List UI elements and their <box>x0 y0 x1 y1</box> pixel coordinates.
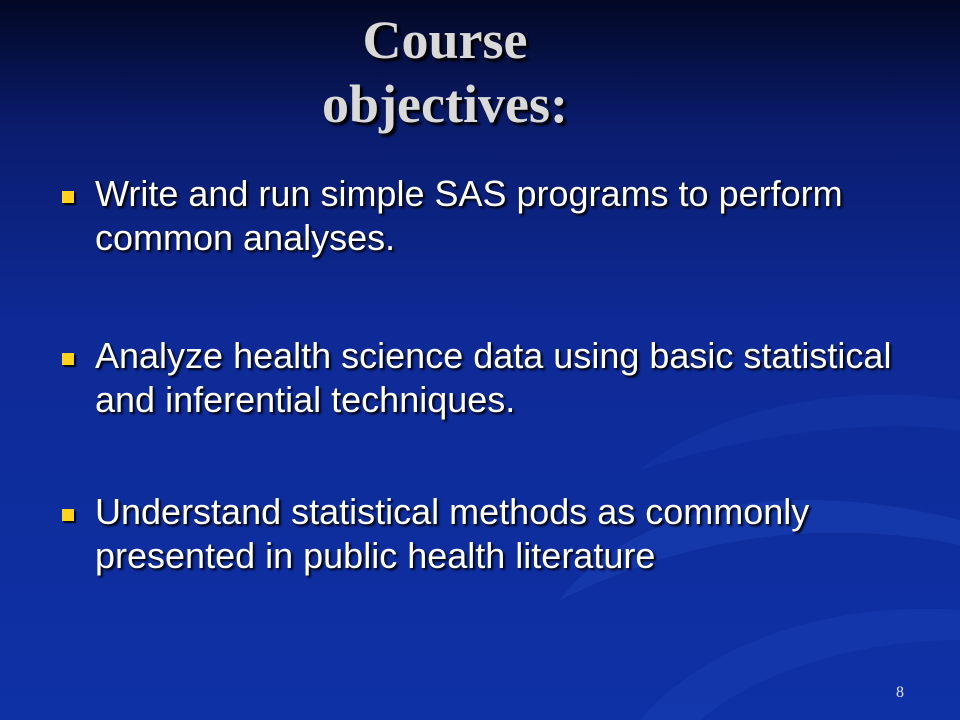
bullet-text: Understand statistical methods as commonly presented in public health literature <box>95 491 810 576</box>
square-bullet-icon <box>62 509 74 521</box>
bullet-text: Write and run simple SAS programs to perform common analyses. <box>95 173 843 258</box>
slide-title <box>230 8 660 136</box>
title-line-1: Course <box>362 10 528 70</box>
bullet-item <box>60 334 940 422</box>
square-bullet-icon <box>62 191 74 203</box>
page-number: 8 <box>896 684 904 701</box>
square-bullet-icon <box>62 353 74 365</box>
bullet-item <box>60 172 940 260</box>
title-line-2: objectives: <box>322 74 568 134</box>
bullet-text: Analyze health science data using basic statistical and inferential techniques. <box>95 335 892 420</box>
bullet-item <box>60 490 940 578</box>
